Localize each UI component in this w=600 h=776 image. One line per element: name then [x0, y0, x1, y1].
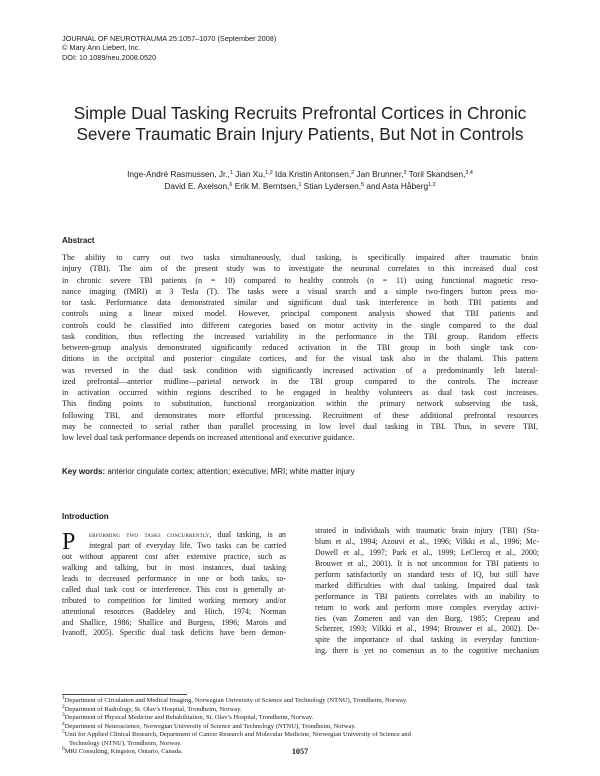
abstract-line: low level dual task performance depends on increased attentional and executive guidance. — [62, 433, 355, 442]
author-affiliation: 2 — [351, 170, 355, 176]
body-line: performance in TBI patients correlates with an inability to — [315, 591, 539, 601]
body-line: ties (van Zomeren and van den Burg, 1985; Crepeau and — [315, 613, 539, 623]
doi: DOI: 10.1089/neu.2008.0520 — [62, 52, 157, 62]
body-line: spite the importance of dual tasking in everyday function- — [315, 635, 539, 645]
abstract-line: ized prefrontal—anterior midline—parietal network in the TBI group compared to the controls. The increase — [62, 376, 538, 386]
body-line: attentional resources (Baddeley and Hitch, 1974; Norman — [62, 606, 286, 616]
author: Toril Skandsen, — [408, 169, 466, 179]
author-affiliation: 1 — [229, 170, 233, 176]
body-line: Brouwer et al., 2001). It is not uncommon for TBI patients to — [315, 558, 539, 568]
author: Jan Brunner, — [356, 169, 404, 179]
author: Jian Xu, — [235, 169, 266, 179]
body-line: Dowell et al., 1997; Park et al., 1999; LeClercq et al., 2000; — [315, 547, 539, 557]
author: David E. Axelson, — [164, 181, 230, 191]
abstract-line: following TBI, and demonstrates more effortful processing. Recruitment of these additional prefrontal resources — [62, 410, 538, 420]
article-title — [40, 103, 560, 145]
body-line: tributed to competition for limited working memory and/or — [62, 595, 286, 605]
author: Stian Lydersen, — [303, 181, 362, 191]
body-line: marked difficulties with dual tasking. Impaired dual task — [315, 580, 539, 590]
body-line: out without apparent cost after extensive practice, such as — [62, 551, 286, 561]
author-affiliation: 1,2 — [265, 170, 273, 176]
author: Ida Kristin Antonsen, — [275, 169, 352, 179]
keywords-label: Key words: — [62, 467, 106, 476]
author-line-1 — [40, 168, 560, 180]
author-line-2 — [40, 180, 560, 192]
title-line-1: Simple Dual Tasking Recruits Prefrontal Cortices in Chronic — [73, 103, 527, 123]
abstract-line: may be connected to serial rather than parallel processing in low level dual tasking in TBI. Thus, in severe TBI, — [62, 421, 538, 431]
abstract-line: in activation occurred within regions described to be engaged in healthy volunteers as dual task cost increases. — [62, 388, 538, 397]
abstract-line: controls could be classified into different categories based on motor activity in the single compared to the dual — [62, 320, 538, 330]
abstract-line: was reversed in the dual task condition with significantly increased activation of a predominantly left lateral- — [62, 365, 538, 375]
footnote: $^5$Unit for Applied Clinical Research, Department of Cancer Research and Molecular Medicine, Norwegian University of Science and — [62, 729, 411, 739]
author: Erik M. Berntsen, — [234, 181, 299, 191]
copyright: © Mary Ann Liebert, Inc. — [62, 43, 141, 53]
body-column-right — [315, 526, 539, 657]
author-affiliation: 1,2 — [428, 182, 436, 188]
footnote-continuation: Technology (NTNU), Trondheim, Norway. — [69, 739, 182, 747]
abstract-line: ditions in the occipital and posterior cingulate cortices, and for the visual task also in the thalami. This pattern — [62, 354, 538, 364]
author-affiliation: 1 — [298, 182, 302, 188]
author-list — [40, 168, 560, 192]
abstract-line: injury (TBI). The aim of the present study was to investigate the neuronal correlates to this increased dual cost — [62, 264, 538, 274]
footnote: $^6$MRI Consulting, Kingston, Ontario, Canada. — [62, 746, 183, 756]
abstract-line: in chronic severe TBI patients (n = 10) compared to healthy controls (n = 11) using functional magnetic reso- — [62, 275, 538, 285]
journal-citation: JOURNAL OF NEUROTRAUMA 25:1057–1070 (September 2008) — [62, 34, 277, 43]
body-line: blum et al., 1994; Azouvi et al., 1996; Vilkki et al., 1996; Mc- — [315, 536, 539, 546]
body-line: Ivanoff, 2005). Specific dual task deficits have been demon- — [62, 628, 286, 638]
abstract-heading: Abstract — [62, 236, 95, 245]
body-line: called dual task cost or interference. This cost is generally at- — [62, 584, 286, 594]
abstract-body — [62, 252, 538, 443]
body-line: integral part of everyday life. Two tasks can be carried — [89, 540, 286, 550]
footnote: $^4$Department of Neuroscience, Norwegian University of Science and Technology (NTNU), Trondheim, Norway. — [62, 720, 356, 730]
body-line: perform satisfactorily on standard tests of IQ, but still have — [315, 569, 539, 579]
author-affiliation: 3,4 — [465, 170, 473, 176]
body-line: strated in individuals with traumatic brain injury (TBI) (Sta- — [315, 526, 539, 535]
body-line: ing, there is yet no consensus as to the cognitive mechanism — [315, 646, 539, 656]
footnote: $^1$Department of Circulation and Medical Imaging, Norwegian University of Science and Technology (NTNU), Trondheim, Norway. — [62, 695, 408, 704]
author-affiliation: 5 — [361, 182, 365, 188]
title-line-2: Severe Traumatic Brain Injury Patients, But Not in Controls — [76, 124, 524, 144]
abstract-line: task condition, thus reflecting the increased variability in the performance in the TBI group. Random effects — [62, 331, 538, 341]
body-line: erforming two tasks concurrently, dual tasking, is an — [89, 530, 286, 539]
keywords — [62, 467, 355, 476]
abstract-line: between-group analysis demonstrated significantly reduced activation in the TBI group in both single task con- — [62, 343, 538, 352]
lead-in-smallcaps: erforming two tasks concurrently, — [89, 530, 212, 539]
abstract-line: controls using a linear mixed model. However, principal component analysis showed that TBI patients and — [62, 309, 538, 319]
footnote: $^3$Department of Physical Medicine and Rehabilitation, St. Olav’s Hospital, Trondheim, Norway. — [62, 712, 314, 722]
author-affiliation: 6 — [229, 182, 233, 188]
footnote-divider — [62, 694, 187, 695]
page-number: 1057 — [291, 747, 309, 756]
introduction-heading: Introduction — [62, 512, 109, 521]
footnote: $^2$Department of Radiology, St. Olav’s Hospital, Trondheim, Norway. — [62, 703, 242, 713]
body-line: leads to decreased performance in one or both tasks, so- — [62, 573, 286, 583]
abstract-line: nance imaging (fMRI) at 3 Tesla (T). The tasks were a visual search and a simple two-fingers button press mo- — [62, 286, 538, 296]
author: and Asta Håberg — [366, 181, 429, 191]
abstract-line: tor task. Performance data demonstrated similar and significant dual task interference in both TBI patients and — [62, 298, 538, 307]
drop-cap: P — [62, 529, 76, 555]
abstract-line: This finding points to substitution, functional reorganization within the primary network subserving the task, — [62, 399, 538, 409]
author-affiliation: 3 — [403, 170, 407, 176]
abstract-line: The ability to carry out two tasks simultaneously, dual tasking, is specifically impaired after traumatic brain — [62, 253, 538, 262]
author: Inge-André Rasmussen, Jr., — [127, 169, 230, 179]
body-line: and Shallice, 1986; Shallice and Burgess, 1996; Marois and — [62, 617, 286, 627]
body-line: return to work and perform more complex everyday activi- — [315, 602, 539, 612]
journal-header — [62, 34, 276, 62]
keywords-text: anterior cingulate cortex; attention; executive; MRI; white matter injury — [107, 467, 355, 476]
body-line: walking and talking, but in most instances, dual tasking — [62, 562, 286, 572]
body-line: Scherzer, 1993; Vilkki et al., 1994; Brouwer et al., 2002). De- — [315, 624, 539, 634]
body-column-left — [62, 530, 286, 639]
